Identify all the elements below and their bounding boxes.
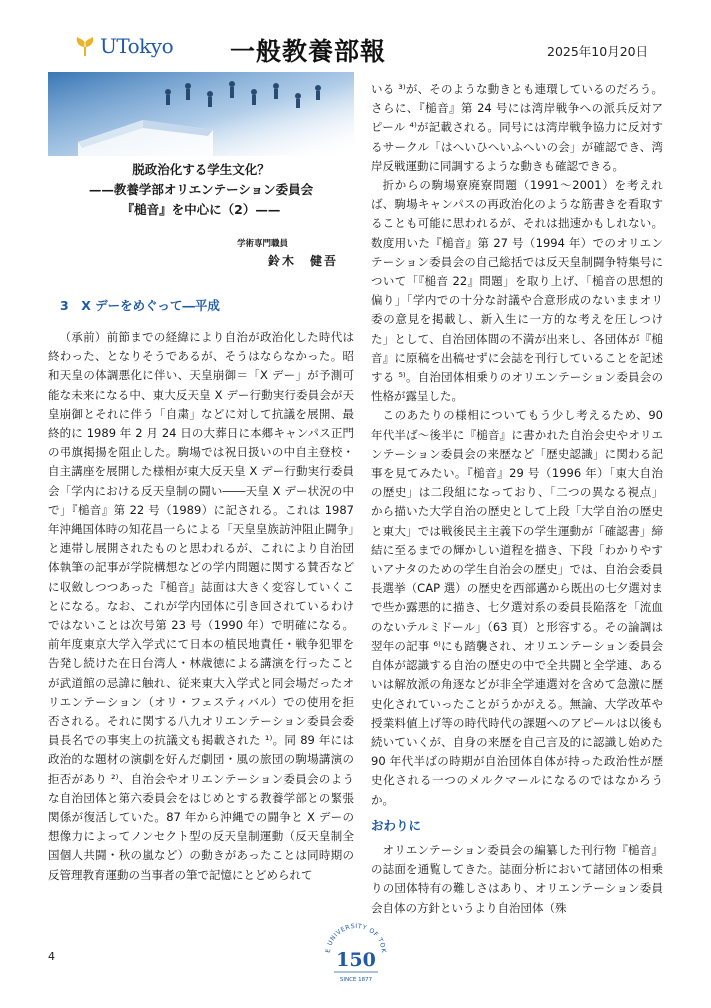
page-number: 4 [48,950,55,963]
issue-date: 2025年10月20日 [547,44,649,59]
anniversary-150-emblem [320,914,392,994]
author-role: 学術専門職員 [236,239,288,249]
emblem-ring-text: E UNIVERSITY OF TOK [324,922,388,954]
title-main: 脱政治化する学生文化？ [132,162,270,177]
utokyo-logo[interactable] [74,34,173,58]
banner-illustration [48,72,354,156]
left-column [48,328,354,885]
paragraph: 折からの駒場寮廃寮問題（1991～2001）を考えれば、駒場キャンパスの再政治化のような筋書きを看取することも可能に思われるが、それは拙速かもしれない。数度用いた『槌音』第 27 号（1994 年）でのオリエンテーション委員会の自己総括では反天皇制闘争特集号について「『槌音 22』問題」を取り上げ、「槌音の思想的偏り」「学内での十分な討議や合意形成のないままオリ委の意見を掲載し、新入生に一方的な考えを圧しつけた」として、自治団体間の不満が出来し、各団体が『槌音』に原稿を出稿せずに会誌を刊行していることを記述する ⁵⁾。自治団体相乗りのオリエンテーション委員会の性格が露呈した。 [371,178,663,404]
logo-text: UTokyo [100,34,174,58]
emblem-number: 150 [336,949,376,971]
ginkgo-leaf-icon [74,35,96,57]
svg-text:THE UNIVERSITY OF TOKYO [320,914,387,954]
section-heading: 3 X デーをめぐって―平成 [60,298,220,313]
page-header [0,0,711,72]
emblem-since: SINCE 1877 [339,977,373,983]
paragraph: （承前）前節までの経緯により自治が政治化した時代は終わった、となりそうであるが、そうはならなかった。昭和天皇の体調悪化に伴い、天皇崩御＝「X デー」が予測可能な未来になる中、東大反天皇 X デー行動実行委員会が天皇崩御とそれに伴う「自粛」などに対して抗議を展開、最終的に 1989 年 2 月 24 日の大葬日に本郷キャンパス正門の弔旗掲揚を阻止した。駒場では祝日扱いの中自主登校・自主講座を展開した様相が東大反天皇 X デー行動実行委員会「学内における反天皇制の闘い――天皇 X デー状況の中で」『槌音』第 22 号（1989）に記される。これは 1987 年沖縄国体時の知花昌一らによる「天皇皇族訪沖阻止闘争」と連帯し展開されたものと思われるが、これにより自治団体執筆の記事が学院構想などの学内問題に関する賛否などに収斂しつつあった『槌音』誌面は大きく変容していくことになる。なお、これが学内団体に引き回されているわけではないことは次号第 23 号（1990 年）で明確になる。前年度東京大学入学式にて日本の植民地責任・戦争犯罪を告発し続けた在日台湾人・林歳徳による講演を行ったことが武道館の忌諱に触れ、従来東大入学式と同会場だったオリエンテーション（オリ・フェスティバル）での使用を拒否される。それに関する八九オリエンテーション委員会委員長名での事実上の抗議文も掲載された ¹⁾。同 89 年には政治的な題材の演劇を好んだ劇団・風の旅団の駒場講演の拒否があり ²⁾、自治会やオリエンテーション委員会のような自治団体と第六委員会をはじめとする教養学部との緊張関係が復活していた。87 年から沖縄での闘争と X デーの想像力によってノンセクト型の反天皇制運動（反天皇制全国個人共闘・秋の嵐など）の動きがあったことは同時期の反管理教育運動の当事者の筆で記憶にとどめられて [48,330,354,882]
right-column [371,80,663,918]
paragraph: オリエンテーション委員会の編纂した刊行物『槌音』の誌面を通覧してきた。誌面分析において諸団体の相乗りの団体特有の難しさはあり、オリエンテーション委員会自体の方針というより自治団体（殊 [371,842,663,915]
author-name: 鈴木 健吾 [267,254,338,268]
newsletter-masthead: 一般教養部報 [230,37,387,66]
title-sub-2: 『槌音』を中心に（2）—— [121,202,281,217]
title-sub-1: ——教養学部オリエンテーション委員会 [88,182,314,197]
paragraph: このあたりの様相についてもう少し考えるため、90 年代半ば～後半に『槌音』に書かれた自治会史やオリエンテーション委員会の来歴など「歴史認識」に関わる記事を見てみたい。『槌音』29 号（1996 年）「東大自治の歴史」は二段組になっており、「二つの異なる視点」から描いた大学自治の歴史として上段「大学自治の歴史と東大」では戦後民主主義下の学生運動が「確認書」締結に至るまでの輝かしい道程を描き、下段「わかりやすいアナタのための学生自治会の歴史」では、自治会委員長選挙（CAP 選）の歴史を西部邁から既出の七夕選対まで些か露悪的に描き、七夕選対系の委員長陥落を「流血のないテルミドール」（63 頁）と形容する。その論調は翌年の記事 ⁶⁾にも踏襲され、オリエンテーション委員会自体が認識する自治の歴史の中で全共闘と全学連、あるいは解放派の角逐などが非全学連選対を含めて急激に歴史化されていったことがうかがえる。無論、大学改革や授業料値上げ等の時代時代の課題へのアピールは以後も続いていくが、自身の来歴を自己言及的に認識し始めた 90 年代半ばの時期が自治団体自体が持った政治性が歴史化される一つのメルクマールになるのではなかろうか。 [371,408,663,807]
conclusion-heading: おわりに [371,817,422,833]
author-block [48,236,338,270]
article-title [48,160,354,220]
paragraph: いる ³⁾が、そのような動きとも連環しているのだろう。さらに、『槌音』第 24 号には湾岸戦争への派兵反対アピール ⁴⁾が記載される。同号には湾岸戦争協力に反対するサークル「はへいひへいふへいの会」が確認でき、湾岸反戦運動に同調するような動きも確認できる。 [371,82,663,173]
